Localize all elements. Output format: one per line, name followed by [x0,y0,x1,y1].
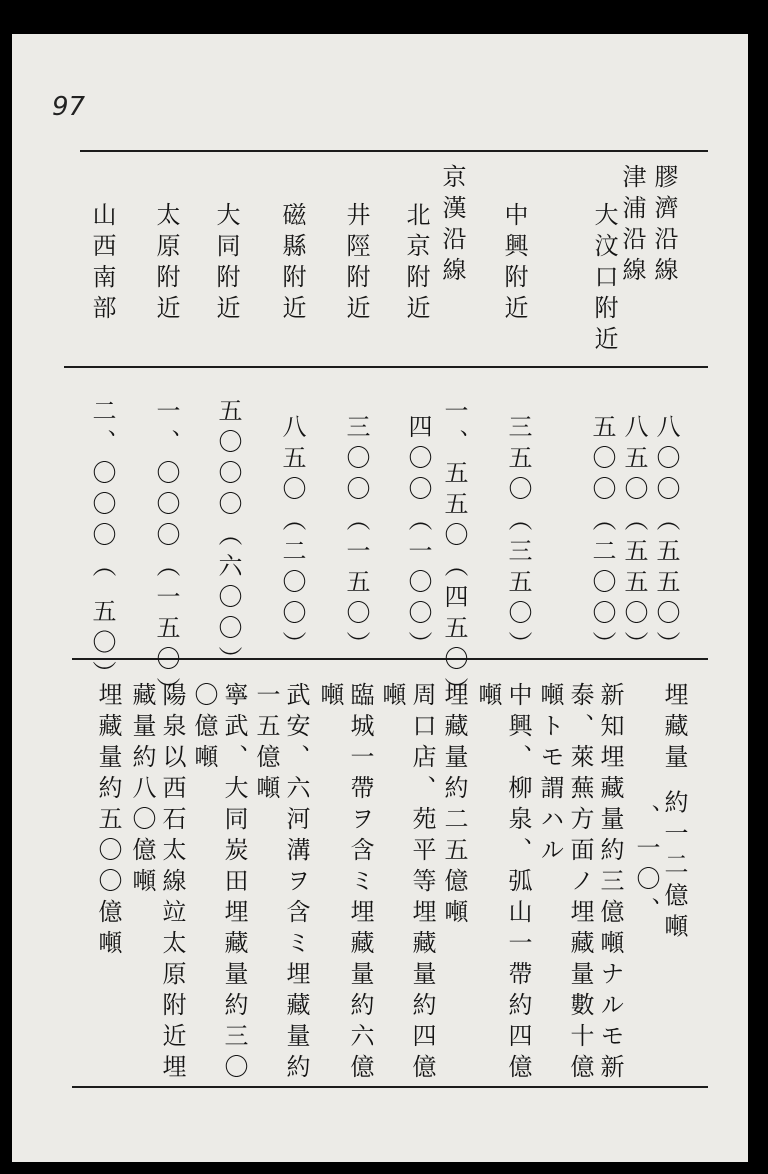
quantity: 一、五五〇（四五〇） [440,398,468,708]
note-line: 埋藏量約二五億噸 [440,682,468,930]
region-name: 膠濟沿線 [650,164,678,288]
quantity: 五〇〇〇（六〇〇） [214,398,242,677]
note-line: 中興、柳泉、弧山一帶約四億 [504,682,532,1085]
bottom-rule [72,1086,708,1088]
note-line: 、一〇、 [632,804,660,928]
note-line: 泰、萊蕪方面ノ埋藏量數十億 [566,682,594,1085]
region-name: 山西南部 [88,202,116,326]
scanned-page [12,34,748,1162]
quantity: 一、〇〇〇（一五〇） [152,398,180,708]
region-name: 大汶口附近 [590,202,618,357]
note-line: 武安、六河溝ヲ含ミ埋藏量約 [282,682,310,1085]
region-name: 津浦沿線 [618,164,646,288]
quantity: 三五〇（三五〇） [504,414,532,662]
quantity: 三〇〇（一五〇） [342,414,370,662]
note-line: 新知埋藏量約三億噸ナルモ新 [596,682,624,1085]
note-line: 寧武、大同炭田埋藏量約三〇 [220,682,248,1085]
top-rule [80,150,708,152]
note-line: 噸 [378,682,406,713]
region-name: 太原附近 [152,202,180,326]
note-line: 〇億噸 [190,682,218,775]
note-line: 藏量約八〇億噸 [128,682,156,899]
quantity: 八五〇（二〇〇） [278,414,306,662]
note-line: 噸 [474,682,502,713]
region-name: 中興附近 [500,202,528,326]
note-line: 周口店、苑平等埋藏量約四億 [408,682,436,1085]
note-line: 臨城一帶ヲ含ミ埋藏量約六億 [346,682,374,1085]
note-line: 一五億噸 [252,682,280,806]
upper-divider [64,366,708,368]
quantity: 四〇〇（一〇〇） [404,414,432,662]
note-line: 埋藏量 約一二億噸 [660,682,688,945]
region-name: 北京附近 [402,202,430,326]
quantity: 二、〇〇〇（ 五〇） [88,398,116,692]
page-number: 97 [52,92,86,122]
region-name: 井陘附近 [342,202,370,326]
quantity: 八五〇（五五〇） [620,414,648,662]
note-line: 陽泉以西石太線竝太原附近埋 [158,682,186,1085]
quantity: 五〇〇（二〇〇） [588,414,616,662]
note-line: 埋藏量約五〇〇億噸 [94,682,122,961]
region-name: 磁縣附近 [278,202,306,326]
quantity: 八〇〇（五五〇） [652,414,680,662]
note-line: 噸 [316,682,344,713]
region-name: 京漢沿線 [438,164,466,288]
note-line: 噸トモ謂ハル [536,682,564,868]
region-name: 大同附近 [212,202,240,326]
